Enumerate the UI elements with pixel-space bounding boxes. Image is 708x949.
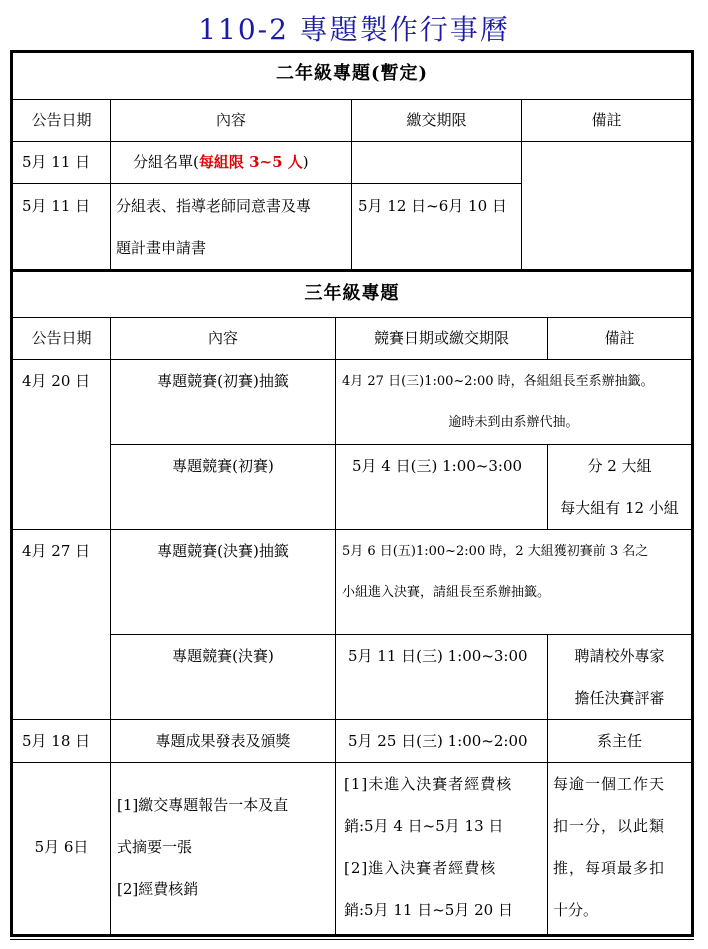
row-note-line: 擔任決賽評審: [574, 689, 665, 707]
divider: [13, 762, 691, 763]
row-deadline-line: 銷:5月 11 日~5月 20 日: [344, 901, 513, 919]
row-content: 專題成果發表及頒獎: [155, 732, 291, 750]
row-content-line: 分組表、指導老師同意書及專: [116, 197, 312, 215]
divider: [110, 444, 691, 445]
col-header-content: 內容: [207, 329, 238, 347]
divider: [110, 317, 111, 934]
col-header-date: 公告日期: [31, 111, 92, 129]
row-date: 4月 27 日: [22, 542, 91, 560]
divider: [13, 99, 691, 100]
row-deadline: 5月 25 日(三) 1:00~2:00: [348, 732, 528, 750]
divider: [13, 359, 691, 360]
divider: [13, 141, 691, 142]
section-divider: [13, 269, 691, 272]
divider: [335, 317, 336, 934]
col-header-date: 公告日期: [31, 329, 92, 347]
row-content-line: [2]經費核銷: [117, 880, 199, 898]
row-deadline: 5月 4 日(三) 1:00~3:00: [352, 457, 523, 475]
divider: [547, 634, 548, 934]
row-content: 專題競賽(決賽)抽籤: [157, 542, 289, 560]
row-note-line: 每大組有 12 小組: [560, 499, 679, 517]
row-deadline-line: 小組進入決賽，請組長至系辦抽籤。: [342, 585, 551, 600]
row-date: 4月 20 日: [22, 372, 91, 390]
grade2-heading: 二年級專題(暫定): [275, 63, 429, 84]
col-header-content: 內容: [215, 111, 246, 129]
row-note-line: 推，每項最多扣: [553, 859, 666, 877]
row-note: 系主任: [596, 732, 642, 750]
divider: [13, 317, 691, 318]
col-header-deadline: 繳交期限: [406, 111, 467, 129]
row-deadline-line: 銷:5月 4 日~5月 13 日: [344, 817, 504, 835]
row-note-line: 扣一分，以此類: [553, 817, 666, 835]
row-date: 5月 6日: [34, 838, 89, 856]
row-deadline-line: 5月 6 日(五)1:00~2:00 時，2 大組獲初賽前 3 名之: [342, 544, 649, 559]
grade3-heading: 三年級專題: [304, 283, 400, 304]
col-header-note: 備註: [591, 111, 622, 129]
group-size-highlight: 每組限 3~5 人: [198, 153, 303, 171]
row-content: 專題競賽(初賽)抽籤: [157, 372, 289, 390]
divider: [13, 719, 691, 720]
divider: [521, 99, 522, 270]
divider: [547, 317, 548, 360]
row-content: 專題競賽(決賽): [172, 647, 274, 665]
col-header-note: 備註: [604, 329, 635, 347]
row-note-line: 分 2 大組: [587, 457, 652, 475]
row-deadline: 5月 12 日~6月 10 日: [358, 197, 507, 215]
col-header-deadline: 競賽日期或繳交期限: [373, 329, 509, 347]
divider: [13, 183, 521, 184]
row-note-line: 十分。: [553, 901, 599, 919]
divider: [547, 444, 548, 529]
page-title: 110-2 專題製作行事曆: [198, 13, 510, 46]
row-content-line: 式摘要一張: [117, 838, 193, 856]
row-deadline-line: 4月 27 日(三)1:00~2:00 時，各組組長至系辦抽籤。: [342, 374, 654, 389]
divider: [110, 99, 111, 270]
row-deadline-line: [2]進入決賽者經費核: [344, 859, 497, 877]
divider: [110, 634, 691, 635]
table-bottom-rule: [10, 939, 694, 940]
row-date: 5月 11 日: [22, 197, 91, 215]
row-content: 專題競賽(初賽): [172, 457, 274, 475]
row-content: 分組名單(每組限 3~5 人): [133, 153, 309, 171]
divider: [13, 529, 691, 530]
row-content-line: [1]繳交專題報告一本及直: [117, 796, 289, 814]
row-note-line: 每逾一個工作天: [553, 775, 666, 793]
row-deadline-line: [1]未進入決賽者經費核: [344, 775, 513, 793]
row-content-line: 題計畫申請書: [116, 239, 207, 257]
row-note-line: 聘請校外專家: [574, 647, 665, 665]
row-deadline: 5月 11 日(三) 1:00~3:00: [348, 647, 528, 665]
row-date: 5月 11 日: [22, 153, 91, 171]
divider: [351, 99, 352, 270]
row-date: 5月 18 日: [22, 732, 91, 750]
row-deadline-line: 逾時未到由系辦代抽。: [448, 415, 579, 430]
